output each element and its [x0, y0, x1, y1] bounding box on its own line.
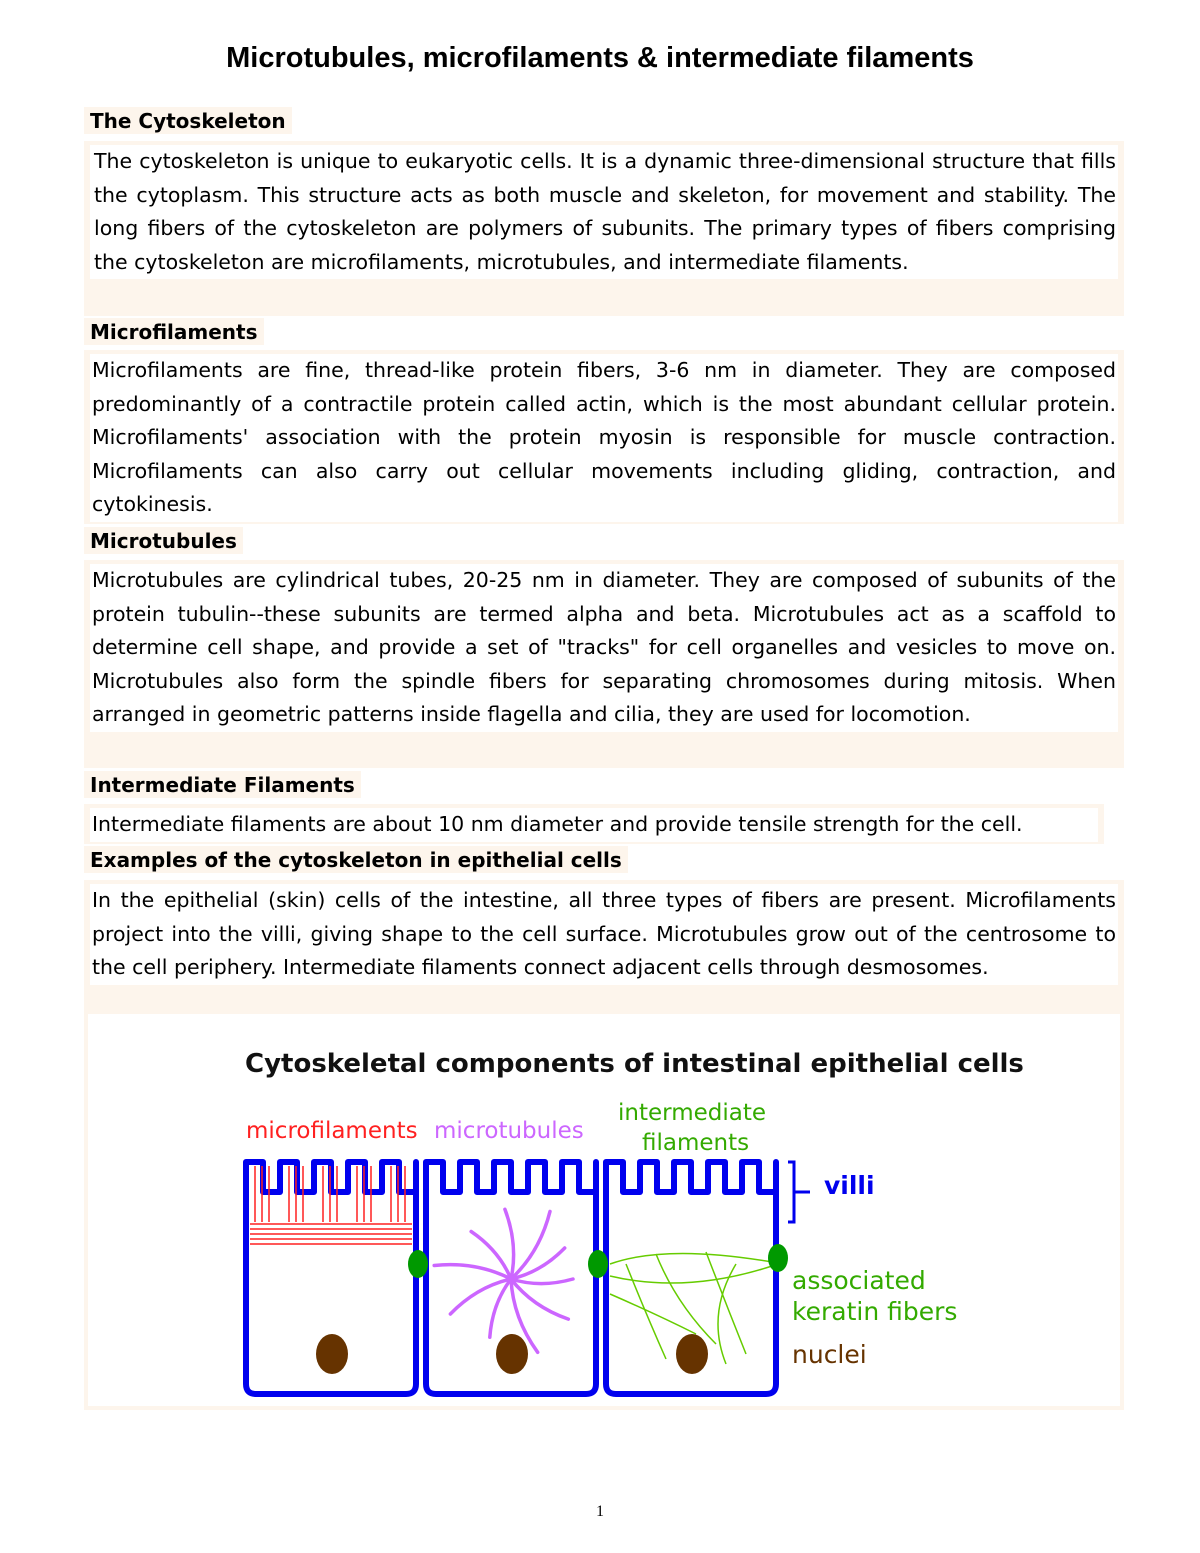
figure-area — [88, 1014, 1120, 1406]
section-heading-microtubules: Microtubules — [84, 527, 243, 554]
label-intermediate-line2: filaments — [642, 1130, 750, 1156]
desmosome — [588, 1250, 608, 1278]
page-number: 1 — [596, 1503, 604, 1520]
section-text-cytoskeleton — [84, 141, 1124, 316]
label-microfilaments: microfilaments — [246, 1118, 418, 1144]
label-villi: villi — [824, 1171, 875, 1200]
section-heading-microfilaments: Microfilaments — [84, 318, 264, 345]
label-microtubules: microtubules — [434, 1118, 584, 1144]
desmosome — [768, 1244, 788, 1272]
paragraph: The cytoskeleton is unique to eukaryotic cells. It is a dynamic three-dimensional structure that fills the cytoplasm. This structure acts as both muscle and skeleton, for movement and stability. The long fibers of the cytoskeleton are polymers of subunits. The primary types of fibers comprising the cytoskeleton are microfilaments, microtubules, and intermediate filaments. — [90, 145, 1118, 279]
desmosome — [408, 1250, 428, 1278]
section-text-microtubules — [84, 560, 1124, 768]
intermediate-filament-strand — [706, 1252, 746, 1354]
microtubule-strand — [490, 1279, 511, 1337]
paragraph: In the epithelial (skin) cells of the intestine, all three types of fibers are present. Microfilaments project into the villi, giving shape to the cell surface. Microtubules grow out of the centrosome to the cell periphery. Intermediate filaments connect adjacent cells through desmosomes. — [90, 884, 1118, 985]
microtubule-strand — [511, 1211, 550, 1279]
label-nuclei: nuclei — [792, 1340, 867, 1369]
paragraph: Microfilaments are fine, thread-like protein fibers, 3-6 nm in diameter. They are composed predominantly of a contractile protein called actin, which is the most abundant cellular protein. Microfilaments' association with the protein myosin is responsible for muscle contraction. Microfilaments can also carry out cellular movements including gliding, contraction, and cytokinesis. — [90, 354, 1118, 522]
microtubule-strand — [434, 1265, 511, 1279]
intermediate-filament-strand — [610, 1253, 772, 1264]
villi-bracket — [788, 1162, 810, 1222]
intermediate-filament-strand — [656, 1254, 716, 1344]
cytoskeleton-diagram — [88, 1014, 1120, 1406]
page-title: Microtubules, microfilaments & intermediate filaments — [226, 42, 974, 74]
section-text-intermediate-filaments — [84, 804, 1104, 844]
cell-nucleus — [316, 1334, 348, 1374]
label-intermediate-line1: intermediate — [618, 1100, 766, 1126]
section-text-examples — [84, 880, 1124, 1016]
cells-group — [246, 1162, 788, 1394]
cell-nucleus — [676, 1334, 708, 1374]
microtubule-strand — [511, 1279, 573, 1284]
section-heading-intermediate-filaments: Intermediate Filaments — [84, 771, 361, 798]
label-keratin-line1: associated — [792, 1266, 926, 1295]
label-keratin-line2: keratin fibers — [792, 1297, 958, 1326]
section-heading-examples: Examples of the cytoskeleton in epithelial cells — [84, 846, 628, 873]
cell-nucleus — [496, 1334, 528, 1374]
figure-frame — [84, 1014, 1124, 1410]
paragraph: Intermediate filaments are about 10 nm diameter and provide tensile strength for the cell. — [90, 808, 1098, 842]
figure-title: Cytoskeletal components of intestinal epithelial cells — [245, 1049, 1024, 1079]
section-text-microfilaments — [84, 350, 1124, 524]
intermediate-filament-strand — [610, 1266, 772, 1283]
intermediate-filament-strand — [626, 1264, 666, 1359]
paragraph: Microtubules are cylindrical tubes, 20-25 nm in diameter. They are composed of subunits of the protein tubulin--these subunits are termed alpha and beta. Microtubules act as a scaffold to determine cell shape, and provide a set of "tracks" for cell organelles and vesicles to move on. Microtubules also form the spindle fibers for separating chromosomes during mitosis. When arranged in geometric patterns inside flagella and cilia, they are used for locomotion. — [90, 564, 1118, 732]
section-heading-cytoskeleton: The Cytoskeleton — [84, 107, 292, 134]
microtubule-strand — [511, 1248, 565, 1279]
